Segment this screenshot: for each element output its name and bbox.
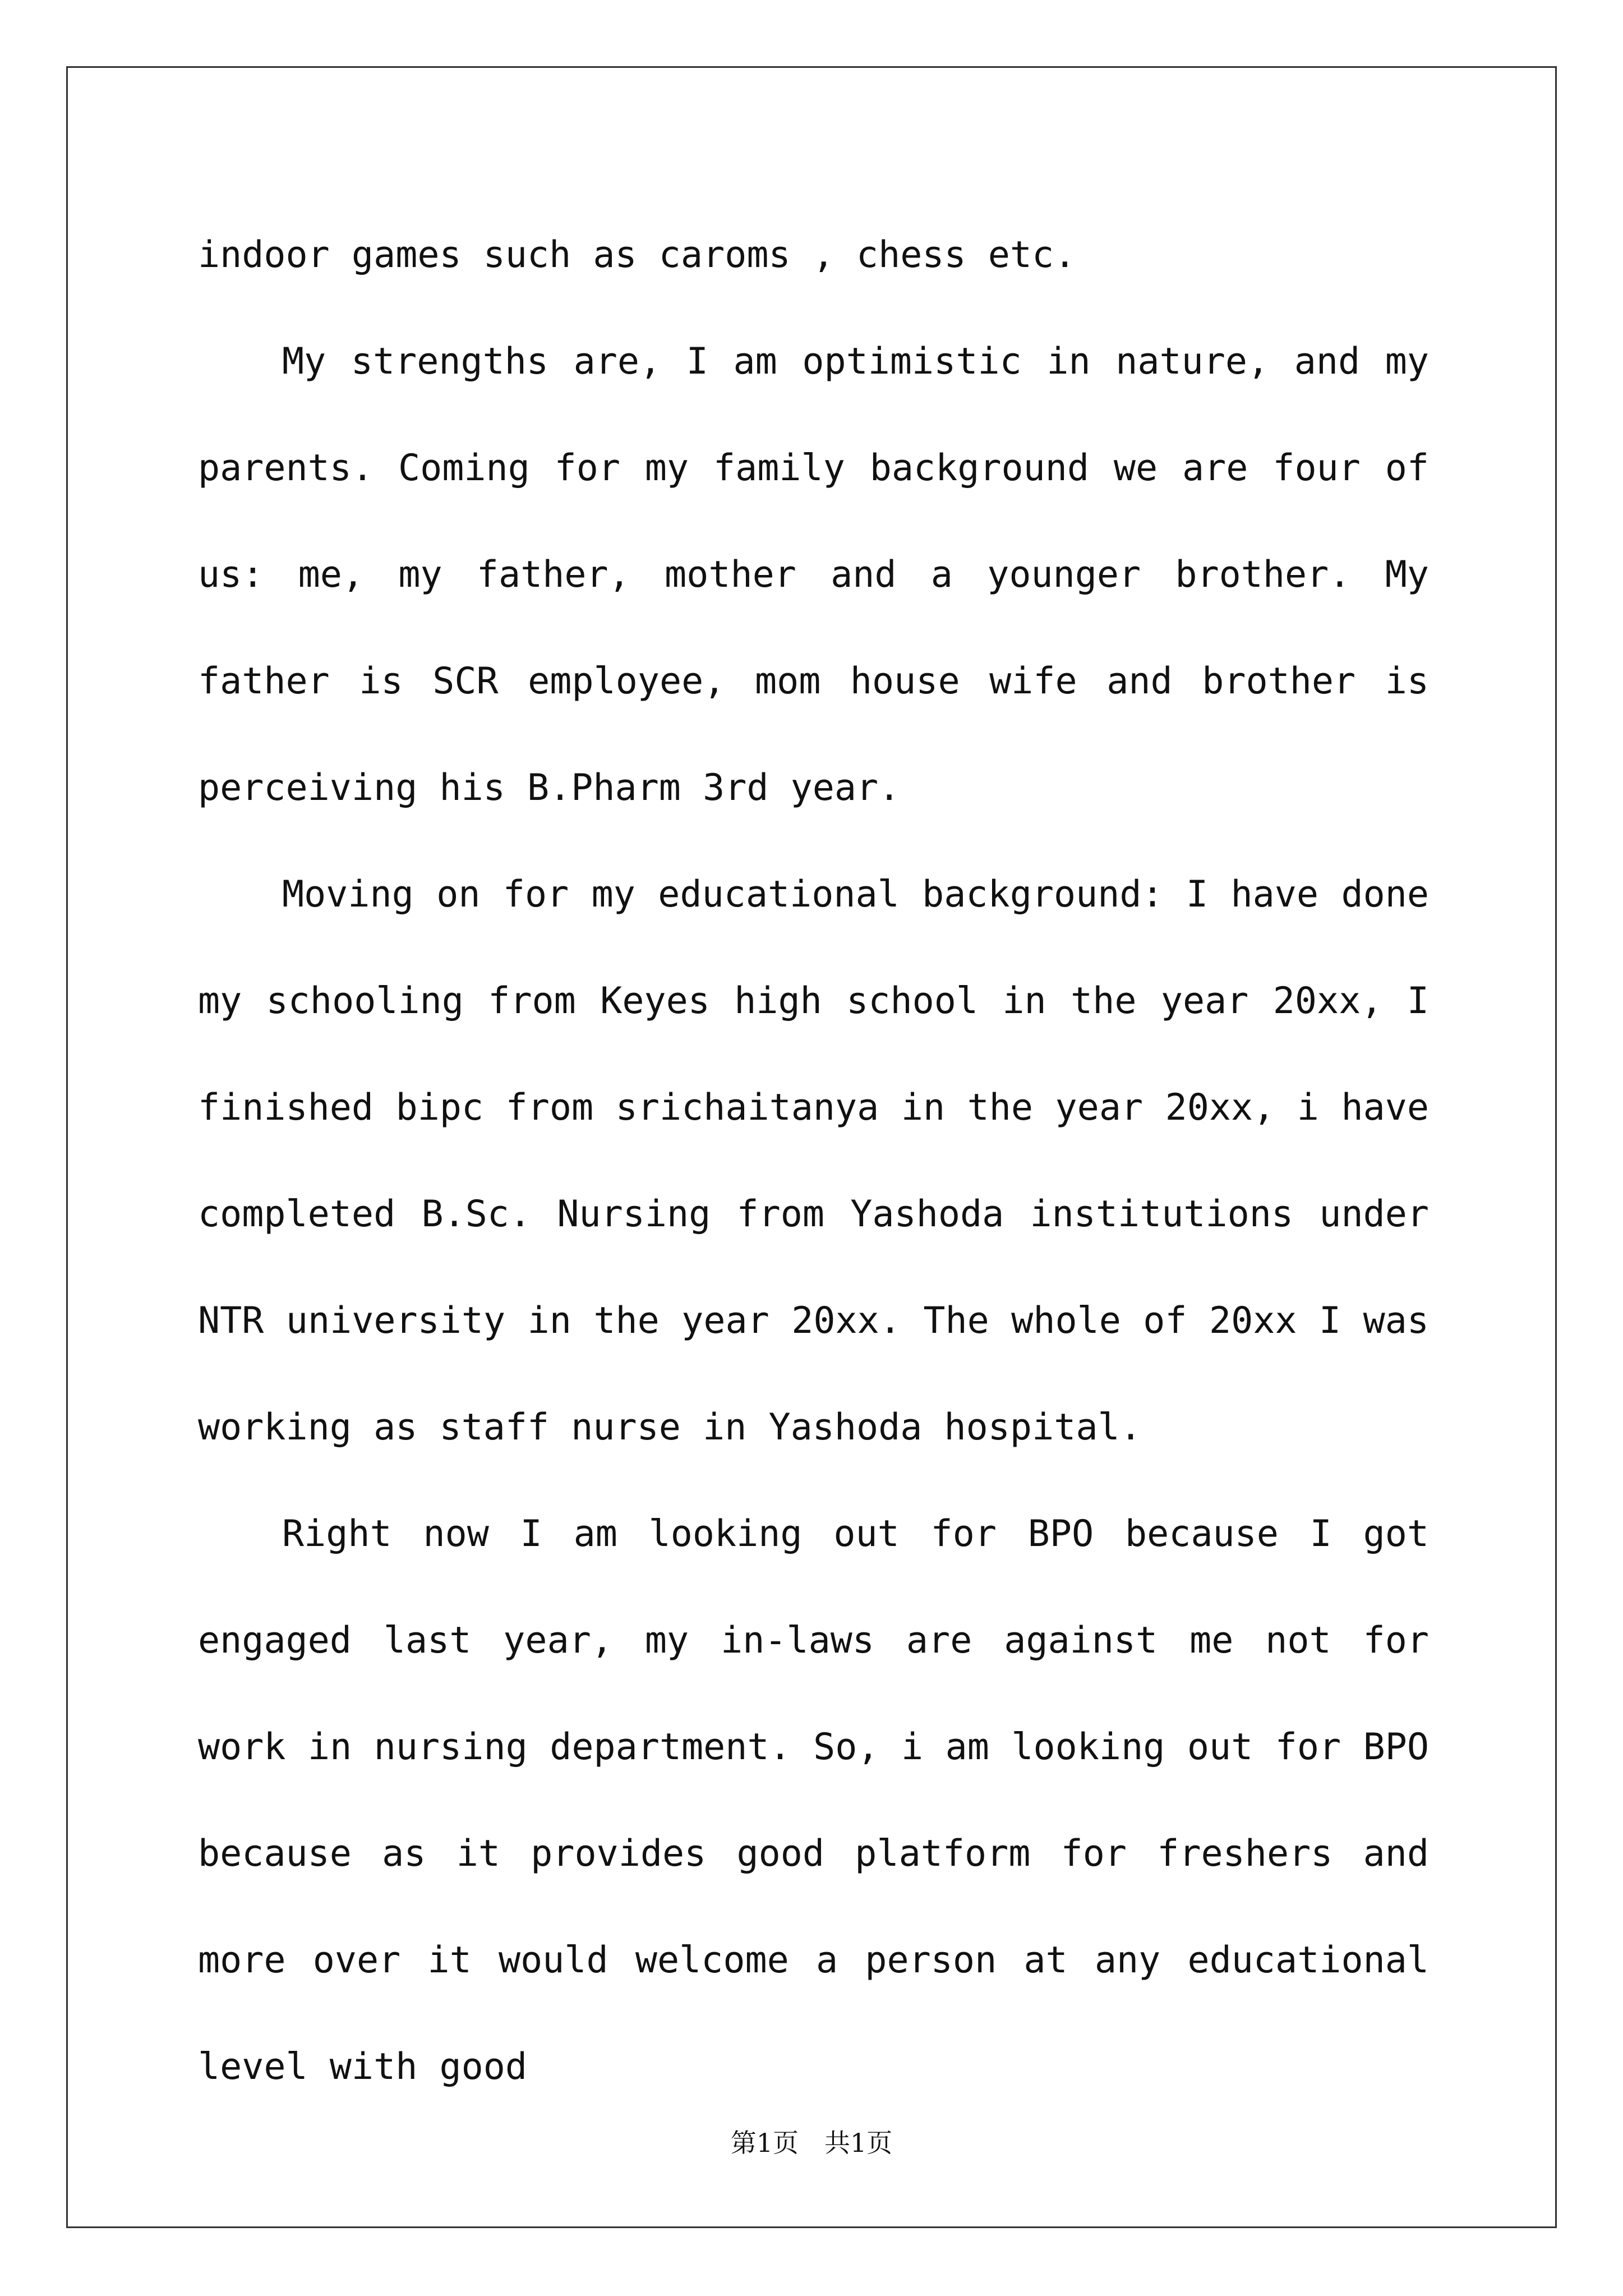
paragraph: indoor games such as caroms , chess etc. [198,234,1076,276]
paragraph: My strengths are, I am optimistic in nature, and my parents. Coming for my family background we are four of us: me, my father, mother and a younger brother. My father is SCR employee, mom house wife and brother is perceiving his B.Pharm 3rd year. [198,341,1429,809]
document-body [198,202,1429,2120]
page-footer: 第1页 共1页 [730,2128,893,2158]
paragraph: Right now I am looking out for BPO because I got engaged last year, my in-laws are against me not for work in nursing department. So, i am looking out for BPO because as it provides good platform for freshers and more over it would welcome a person at any educational level with good [198,1513,1429,2088]
paragraph: Moving on for my educational background: I have done my schooling from Keyes high school in the year 20xx, I finished bipc from srichaitanya in the year 20xx, i have completed B.Sc. Nursing from Yashoda institutions under NTR university in the year 20xx. The whole of 20xx I was working as staff nurse in Yashoda hospital. [198,873,1429,1448]
